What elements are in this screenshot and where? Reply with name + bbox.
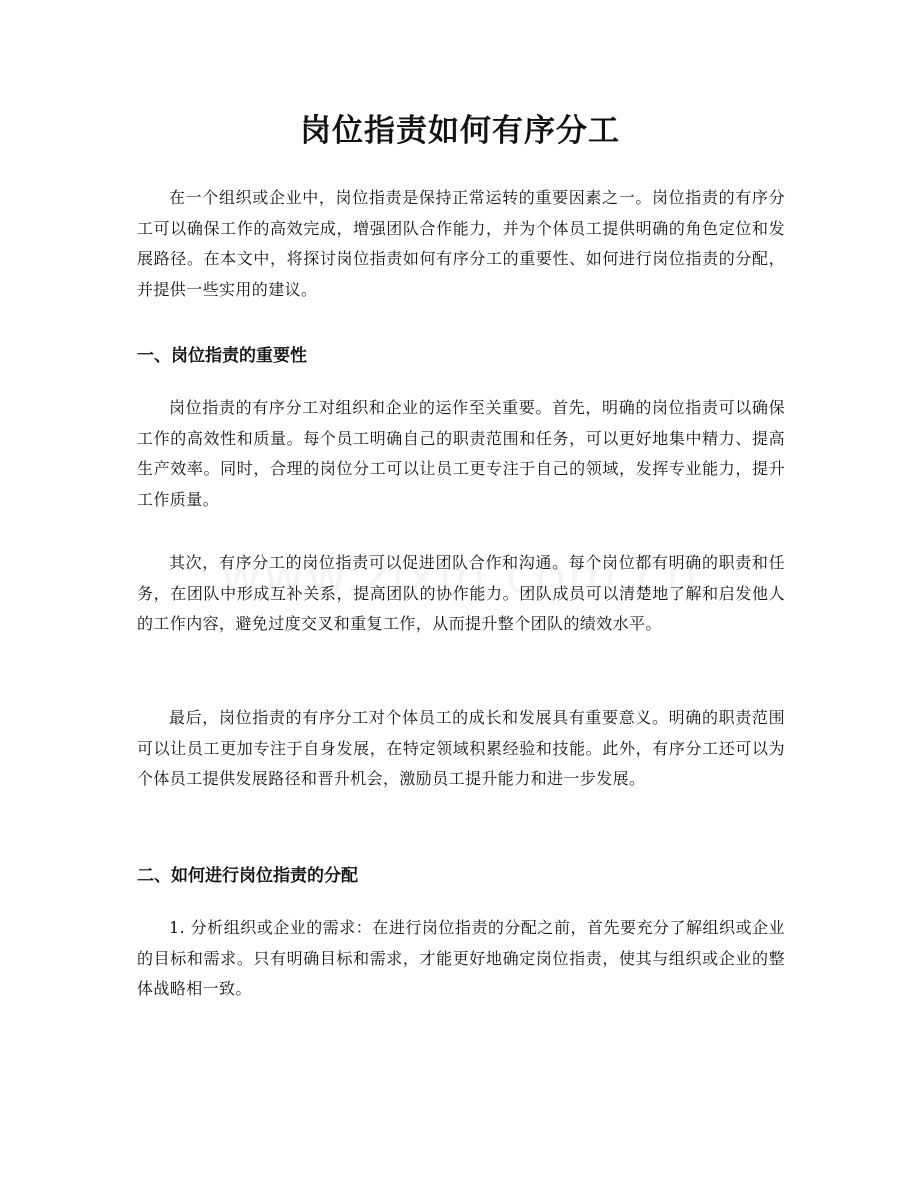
section-2-paragraph-1: 1. 分析组织或企业的需求：在进行岗位指责的分配之前，首先要充分了解组织或企业的目标和需求。只有明确目标和需求，才能更好地确定岗位指责，使其与组织或企业的整体战略相一致。: [137, 918, 785, 998]
section-2-heading: 二、如何进行岗位指责的分配: [137, 866, 358, 886]
section-1-paragraph-3: 最后，岗位指责的有序分工对个体员工的成长和发展具有重要意义。明确的职责范围可以让员工更加专注于自身发展，在特定领域积累经验和技能。此外，有序分工还可以为个体员工提供发展路径和晋升机会，激励员工提升能力和进一步发展。: [137, 708, 785, 788]
intro-paragraph: 在一个组织或企业中，岗位指责是保持正常运转的重要因素之一。岗位指责的有序分工可以确保工作的高效完成，增强团队合作能力，并为个体员工提供明确的角色定位和发展路径。在本文中，将探讨岗位指责如何有序分工的重要性、如何进行岗位指责的分配，并提供一些实用的建议。: [137, 188, 785, 299]
section-1-heading: 一、岗位指责的重要性: [137, 346, 307, 366]
section-1-paragraph-2: 其次，有序分工的岗位指责可以促进团队合作和沟通。每个岗位都有明确的职责和任务，在团队中形成互补关系，提高团队的协作能力。团队成员可以清楚地了解和启发他人的工作内容，避免过度交叉和重复工作，从而提升整个团队的绩效水平。: [137, 553, 785, 633]
page-title: 岗位指责如何有序分工: [300, 113, 620, 149]
section-1-paragraph-1: 岗位指责的有序分工对组织和企业的运作至关重要。首先，明确的岗位指责可以确保工作的高效性和质量。每个员工明确自己的职责范围和任务，可以更好地集中精力、提高生产效率。同时，合理的岗位分工可以让员工更专注于自己的领域，发挥专业能力，提升工作质量。: [137, 398, 785, 509]
